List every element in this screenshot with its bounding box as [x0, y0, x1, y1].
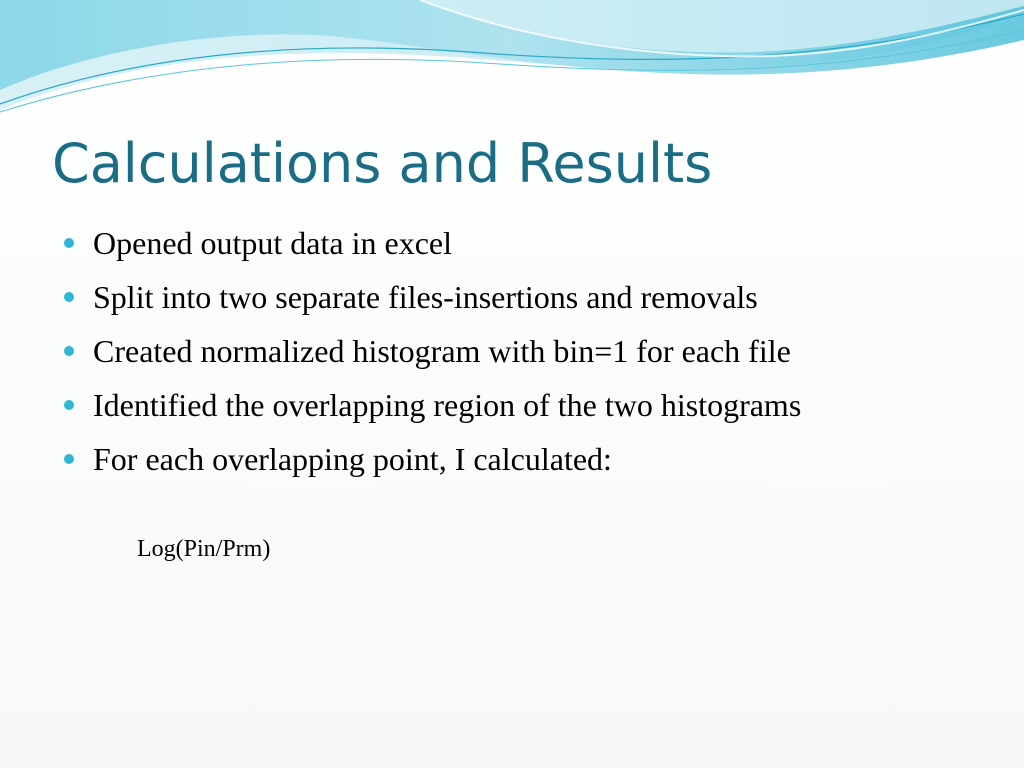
bullet-text: For each overlapping point, I calculated:	[93, 441, 612, 477]
bullet-dot-icon	[64, 238, 74, 248]
slide-title: Calculations and Results	[52, 132, 713, 195]
formula-subline: Log(Pin/Prm)	[137, 536, 271, 562]
bullet-item	[62, 276, 982, 319]
bullet-dot-icon	[64, 346, 74, 356]
bullet-list	[62, 222, 982, 492]
bullet-dot-icon	[64, 454, 74, 464]
bullet-dot-icon	[64, 400, 74, 410]
bullet-text: Split into two separate files-insertions and removals	[93, 279, 758, 315]
bullet-item	[62, 384, 982, 427]
bullet-dot-icon	[64, 292, 74, 302]
bullet-text: Identified the overlapping region of the two histograms	[93, 387, 802, 423]
bullet-text: Opened output data in excel	[93, 225, 452, 261]
bullet-text: Created normalized histogram with bin=1 for each file	[93, 333, 791, 369]
bullet-item	[62, 438, 982, 481]
decorative-wave-banner	[0, 0, 1024, 130]
bullet-item	[62, 222, 982, 265]
bullet-item	[62, 330, 982, 373]
